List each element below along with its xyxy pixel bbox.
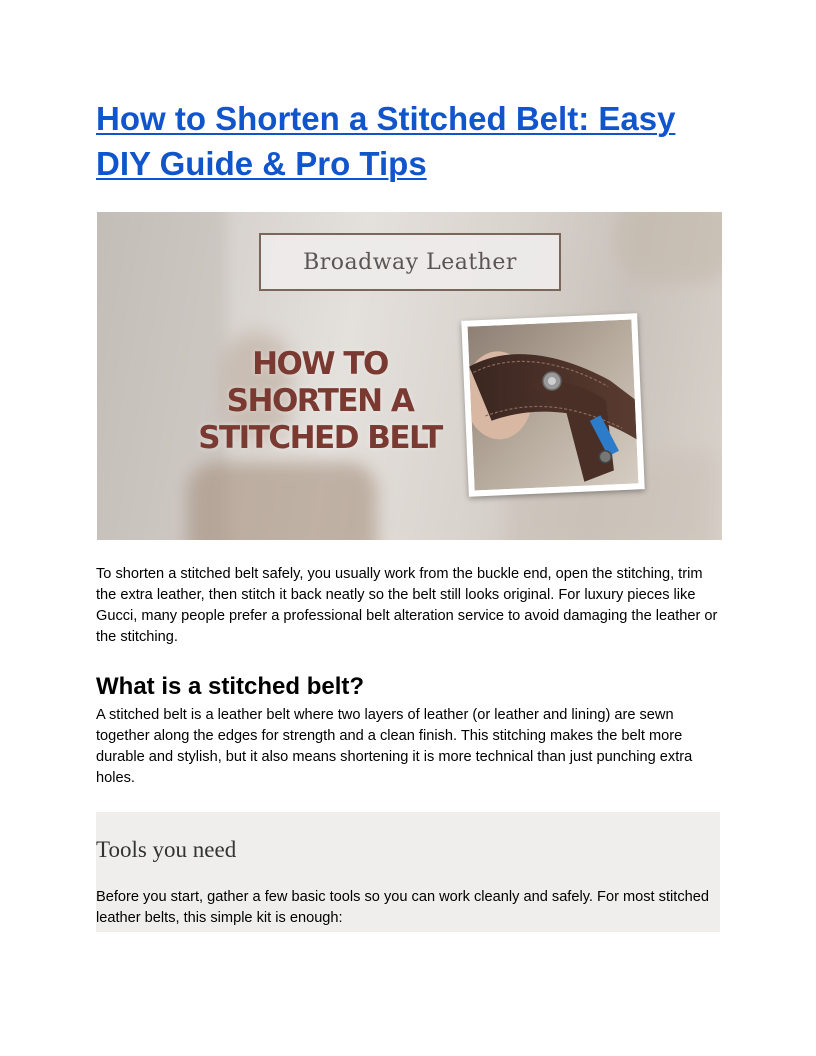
- hero-headline: [189, 346, 451, 457]
- hero-headline-line: STITCHED BELT: [198, 420, 442, 456]
- hero-bg-leather: [187, 462, 377, 540]
- belt-photo: [461, 313, 645, 497]
- brand-name: Broadway Leather: [303, 249, 517, 275]
- hero-image: [97, 212, 722, 540]
- title-link[interactable]: How to Shorten a Stitched Belt: Easy DIY Guide & Pro Tips: [96, 100, 676, 182]
- section-body-tools: Before you start, gather a few basic tools so you can work cleanly and safely. For most stitched leather belts, this simple kit is enough:: [96, 889, 709, 926]
- section-heading-what-is: What is a stitched belt?: [96, 673, 365, 700]
- belt-photo-illustration: [468, 320, 639, 491]
- section-body-what-is: A stitched belt is a leather belt where two layers of leather (or leather and lining) are sewn together along the edges for strength and a clean finish. This stitching makes the belt more durable and stylish, but it also means shortening it is more technical than just punching extra holes.: [96, 707, 693, 786]
- hero-bg-tool: [617, 212, 722, 282]
- section-heading-tools: Tools you need: [96, 837, 237, 862]
- hero-headline-line: HOW TO: [252, 346, 388, 382]
- page-title: [96, 96, 736, 186]
- intro-paragraph: To shorten a stitched belt safely, you usually work from the buckle end, open the stitching, trim the extra leather, then stitch it back neatly so the belt still looks original. For luxury pieces like Gucci, many people prefer a professional belt alteration service to avoid damaging the leather or the stitching.: [96, 566, 718, 645]
- hero-headline-line: SHORTEN A: [226, 383, 414, 419]
- brand-logo-box: [259, 233, 561, 291]
